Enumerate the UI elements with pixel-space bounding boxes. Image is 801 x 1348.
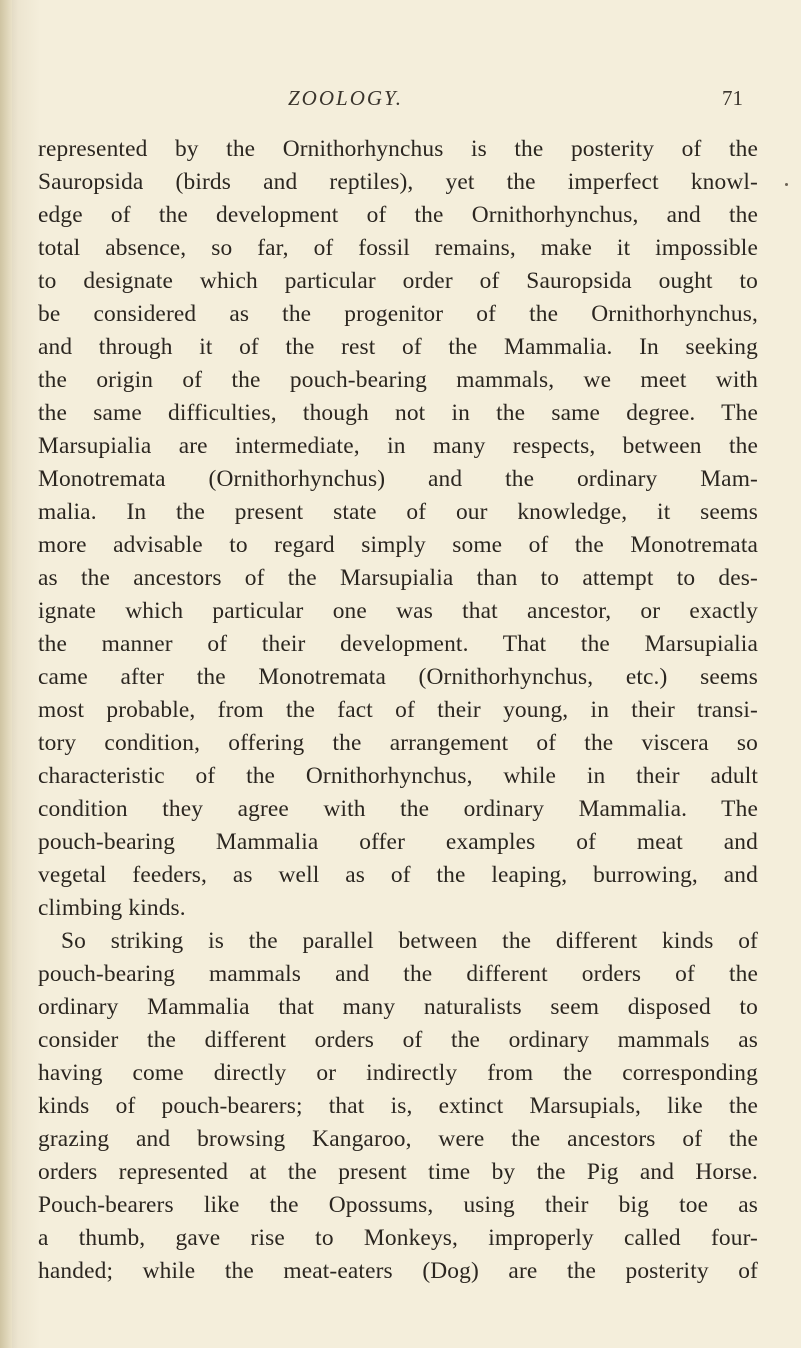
text-line: a thumb, gave rise to Monkeys, improperly called four- xyxy=(38,1225,758,1251)
text-line: So striking is the parallel between the different kinds of xyxy=(61,928,758,954)
text-line: Monotremata (Ornithorhynchus) and the ordinary Mam- xyxy=(38,466,758,492)
text-line: the origin of the pouch-bearing mammals, we meet with xyxy=(38,367,758,393)
text-line: pouch-bearing mammals and the different orders of the xyxy=(38,961,758,987)
text-line: edge of the development of the Ornithorhynchus, and the xyxy=(38,202,758,228)
text-line: and through it of the rest of the Mammalia. In seeking xyxy=(38,334,758,360)
text-line: pouch-bearing Mammalia offer examples of meat and xyxy=(38,829,758,855)
text-line: climbing kinds. xyxy=(38,895,186,921)
page-number: 71 xyxy=(722,86,743,110)
text-line: be considered as the progenitor of the Ornithorhynchus, xyxy=(38,301,758,327)
text-line: orders represented at the present time by the Pig and Horse. xyxy=(38,1159,758,1185)
text-line: most probable, from the fact of their young, in their transi- xyxy=(38,697,758,723)
text-line: tory condition, offering the arrangement of the viscera so xyxy=(38,730,758,756)
text-line: as the ancestors of the Marsupialia than to attempt to des- xyxy=(38,565,758,591)
text-line: ignate which particular one was that ancestor, or exactly xyxy=(38,598,758,624)
text-line: vegetal feeders, as well as of the leaping, burrowing, and xyxy=(38,862,758,888)
text-line: Marsupialia are intermediate, in many respects, between the xyxy=(38,433,758,459)
text-line: the same difficulties, though not in the same degree. The xyxy=(38,400,758,426)
body-text xyxy=(38,133,758,1288)
text-line: represented by the Ornithorhynchus is the posterity of the xyxy=(38,136,758,162)
text-line: malia. In the present state of our knowledge, it seems xyxy=(38,499,758,525)
text-line: kinds of pouch-bearers; that is, extinct Marsupials, like the xyxy=(38,1093,758,1119)
text-line: total absence, so far, of fossil remains, make it impossible xyxy=(38,235,758,261)
text-line: condition they agree with the ordinary Mammalia. The xyxy=(38,796,758,822)
text-line: grazing and browsing Kangaroo, were the ancestors of the xyxy=(38,1126,758,1152)
text-line: ordinary Mammalia that many naturalists seem disposed to xyxy=(38,994,758,1020)
text-line: characteristic of the Ornithorhynchus, while in their adult xyxy=(38,763,758,789)
text-line: consider the different orders of the ordinary mammals as xyxy=(38,1027,758,1053)
text-line: handed; while the meat-eaters (Dog) are the posterity of xyxy=(38,1258,758,1284)
stray-mark xyxy=(785,183,788,186)
running-head: ZOOLOGY. xyxy=(288,86,404,110)
text-line: the manner of their development. That the Marsupialia xyxy=(38,631,758,657)
text-line: came after the Monotremata (Ornithorhynchus, etc.) seems xyxy=(38,664,758,690)
page-gutter xyxy=(0,0,12,1348)
text-line: to designate which particular order of Sauropsida ought to xyxy=(38,268,758,294)
text-line: Pouch-bearers like the Opossums, using their big toe as xyxy=(38,1192,758,1218)
text-line: having come directly or indirectly from the corresponding xyxy=(38,1060,758,1086)
text-line: Sauropsida (birds and reptiles), yet the imperfect knowl- xyxy=(38,169,758,195)
text-line: more advisable to regard simply some of the Monotremata xyxy=(38,532,758,558)
